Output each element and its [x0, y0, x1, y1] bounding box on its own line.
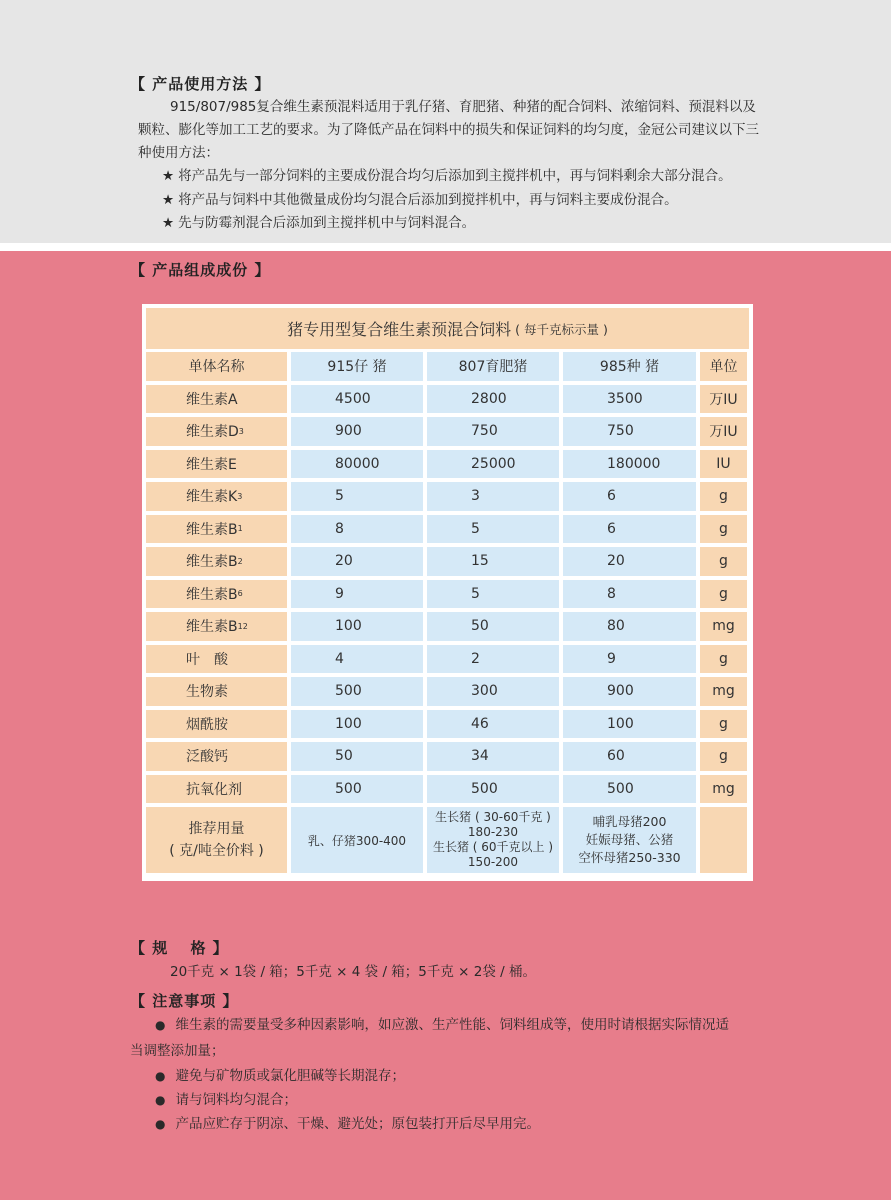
table-cell-915: 20	[291, 547, 423, 576]
header-915: 915仔 猪	[291, 352, 423, 381]
usage-bullet	[162, 165, 732, 188]
table-row-name	[146, 482, 287, 511]
table-cell-807: 300	[427, 677, 559, 706]
table-cell-985: 80	[563, 612, 696, 641]
table-cell-unit: IU	[700, 450, 747, 479]
note-item	[155, 1113, 540, 1136]
note-text: 请与饲料均匀混合；	[175, 1092, 297, 1108]
table-row-name	[146, 677, 287, 706]
usage-bullet	[162, 189, 678, 212]
table-cell-807: 34	[427, 742, 559, 771]
row-name-subscript: 3	[237, 491, 243, 501]
table-row-name	[146, 612, 287, 641]
table-cell-985: 100	[563, 710, 696, 739]
bullet-dot-icon: ●	[155, 1093, 166, 1107]
row-name-subscript: 3	[238, 426, 244, 436]
table-cell-985: 60	[563, 742, 696, 771]
table-cell-915: 500	[291, 775, 423, 804]
row-name-text: 维生素K	[186, 489, 238, 506]
table-cell-915: 4500	[291, 385, 423, 414]
dosage-985	[563, 807, 696, 873]
row-name-text: 抗氧化剂	[186, 781, 242, 798]
row-name-text: 生物素	[186, 684, 228, 701]
header-807: 807育肥猪	[427, 352, 559, 381]
notes-heading: 【 注意事项 】	[130, 992, 239, 1010]
note-item	[155, 1014, 729, 1037]
table-subtitle: ( 每千克标示量 )	[515, 321, 608, 337]
row-name-text: 叶 酸	[186, 651, 228, 668]
table-cell-915: 100	[291, 612, 423, 641]
table-cell-985: 500	[563, 775, 696, 804]
table-cell-807: 5	[427, 580, 559, 609]
table-cell-807: 5	[427, 515, 559, 544]
table-row-name	[146, 742, 287, 771]
divider-band	[0, 243, 891, 251]
note-continuation: 当调整添加量；	[130, 1043, 225, 1059]
usage-bullet-text: 将产品与饲料中其他微量成份均匀混合后添加到搅拌机中，再与饲料主要成份混合。	[178, 192, 678, 208]
table-cell-unit: g	[700, 580, 747, 609]
dosage-807-line: 生长猪 ( 30-60千克 )	[435, 810, 551, 824]
table-cell-807: 750	[427, 417, 559, 446]
usage-bullet-text: 先与防霉剂混合后添加到主搅拌机中与饲料混合。	[178, 215, 476, 231]
row-name-subscript: 1	[237, 524, 243, 534]
table-row-name	[146, 580, 287, 609]
note-item	[155, 1089, 297, 1112]
table-cell-unit: g	[700, 515, 747, 544]
note-text: 产品应贮存于阴凉、干燥、避光处；原包装打开后尽早用完。	[175, 1116, 540, 1132]
table-cell-915: 80000	[291, 450, 423, 479]
table-cell-915: 8	[291, 515, 423, 544]
dosage-name-line: ( 克/吨全价料 )	[169, 843, 264, 859]
dosage-unit	[700, 807, 747, 873]
composition-heading: 【 产品组成成份 】	[130, 261, 271, 279]
usage-heading: 【 产品使用方法 】	[130, 75, 271, 93]
note-text: 避免与矿物质或氯化胆碱等长期混存；	[175, 1068, 405, 1084]
table-cell-unit: 万IU	[700, 417, 747, 446]
table-cell-unit: mg	[700, 612, 747, 641]
header-985: 985种 猪	[563, 352, 696, 381]
table-row-name	[146, 645, 287, 674]
row-name-text: 维生素A	[186, 391, 238, 408]
table-cell-unit: g	[700, 710, 747, 739]
note-item	[155, 1065, 405, 1088]
table-cell-unit: mg	[700, 775, 747, 804]
row-name-text: 维生素B	[186, 586, 238, 603]
table-cell-985: 20	[563, 547, 696, 576]
vitamin-table	[142, 304, 753, 881]
header-unit: 单位	[700, 352, 747, 381]
table-cell-985: 6	[563, 482, 696, 511]
table-cell-915: 500	[291, 677, 423, 706]
table-cell-unit: mg	[700, 677, 747, 706]
table-cell-915: 50	[291, 742, 423, 771]
table-cell-807: 15	[427, 547, 559, 576]
usage-paragraph: 915/807/985复合维生素预混料适用于乳仔猪、育肥猪、种猪的配合饲料、浓缩饲料、预混料以及颗粒、膨化等加工工艺的要求。为了降低产品在饲料中的损失和保证饲料的均匀度，金冠公司建议以下三种使用方法：	[138, 99, 759, 161]
header-name: 单体名称	[146, 352, 287, 381]
table-cell-985: 180000	[563, 450, 696, 479]
table-cell-807: 500	[427, 775, 559, 804]
table-cell-807: 25000	[427, 450, 559, 479]
table-row-name	[146, 775, 287, 804]
dosage-915: 乳、仔猪300-400	[291, 807, 423, 873]
table-cell-915: 9	[291, 580, 423, 609]
dosage-807-line: 生长猪 ( 60千克以上 )	[432, 840, 554, 854]
table-cell-985: 8	[563, 580, 696, 609]
star-icon: ★	[162, 192, 175, 208]
table-row-name	[146, 417, 287, 446]
table-row-name	[146, 450, 287, 479]
dosage-985-line: 妊娠母猪、公猪	[585, 832, 674, 847]
table-row-name	[146, 515, 287, 544]
row-name-text: 维生素B	[186, 521, 238, 538]
row-name-text: 维生素E	[186, 456, 237, 473]
table-cell-807: 3	[427, 482, 559, 511]
table-cell-807: 2	[427, 645, 559, 674]
dosage-985-line: 空怀母猪250-330	[578, 850, 681, 865]
dosage-807-line: 180-230	[467, 825, 519, 839]
bullet-dot-icon: ●	[155, 1018, 166, 1032]
table-cell-915: 900	[291, 417, 423, 446]
usage-bullet-text: 将产品先与一部分饲料的主要成份混合均匀后添加到主搅拌机中，再与饲料剩余大部分混合。	[178, 168, 732, 184]
star-icon: ★	[162, 215, 175, 231]
table-title	[146, 308, 749, 349]
table-row-name	[146, 710, 287, 739]
table-cell-unit: g	[700, 547, 747, 576]
table-cell-unit: g	[700, 482, 747, 511]
table-cell-985: 9	[563, 645, 696, 674]
dosage-985-line: 哺乳母猪200	[592, 814, 667, 829]
table-cell-807: 50	[427, 612, 559, 641]
table-cell-985: 750	[563, 417, 696, 446]
table-cell-unit: 万IU	[700, 385, 747, 414]
row-name-subscript: 12	[237, 621, 248, 631]
table-row-name	[146, 385, 287, 414]
row-name-text: 维生素B	[186, 554, 238, 571]
table-title-text: 猪专用型复合维生素预混合饲料	[287, 320, 512, 339]
spec-text: 20千克 × 1袋 / 箱；5千克 × 4 袋 / 箱；5千克 × 2袋 / 桶。	[170, 964, 536, 980]
row-name-subscript: 6	[237, 589, 243, 599]
dosage-807	[427, 807, 559, 873]
table-cell-807: 2800	[427, 385, 559, 414]
table-row-name	[146, 547, 287, 576]
table-cell-985: 3500	[563, 385, 696, 414]
row-name-text: 泛酸钙	[186, 749, 228, 766]
row-name-subscript: 2	[237, 556, 243, 566]
row-name-text: 烟酰胺	[186, 716, 228, 733]
star-icon: ★	[162, 168, 175, 184]
table-cell-807: 46	[427, 710, 559, 739]
row-name-text: 维生素B	[186, 619, 238, 636]
table-cell-915: 5	[291, 482, 423, 511]
table-cell-unit: g	[700, 742, 747, 771]
usage-bullet	[162, 212, 475, 235]
dosage-807-line: 150-200	[467, 855, 519, 869]
table-cell-915: 100	[291, 710, 423, 739]
row-name-text: 维生素D	[186, 424, 239, 441]
dosage-name	[146, 807, 287, 873]
table-cell-985: 6	[563, 515, 696, 544]
table-cell-unit: g	[700, 645, 747, 674]
table-cell-985: 900	[563, 677, 696, 706]
dosage-name-line: 推荐用量	[188, 821, 245, 837]
spec-heading: 【 规 格 】	[130, 939, 229, 957]
table-cell-915: 4	[291, 645, 423, 674]
bullet-dot-icon: ●	[155, 1069, 166, 1083]
bullet-dot-icon: ●	[155, 1117, 166, 1131]
note-text: 维生素的需要量受多种因素影响，如应激、生产性能、饲料组成等，使用时请根据实际情况适	[175, 1017, 729, 1033]
